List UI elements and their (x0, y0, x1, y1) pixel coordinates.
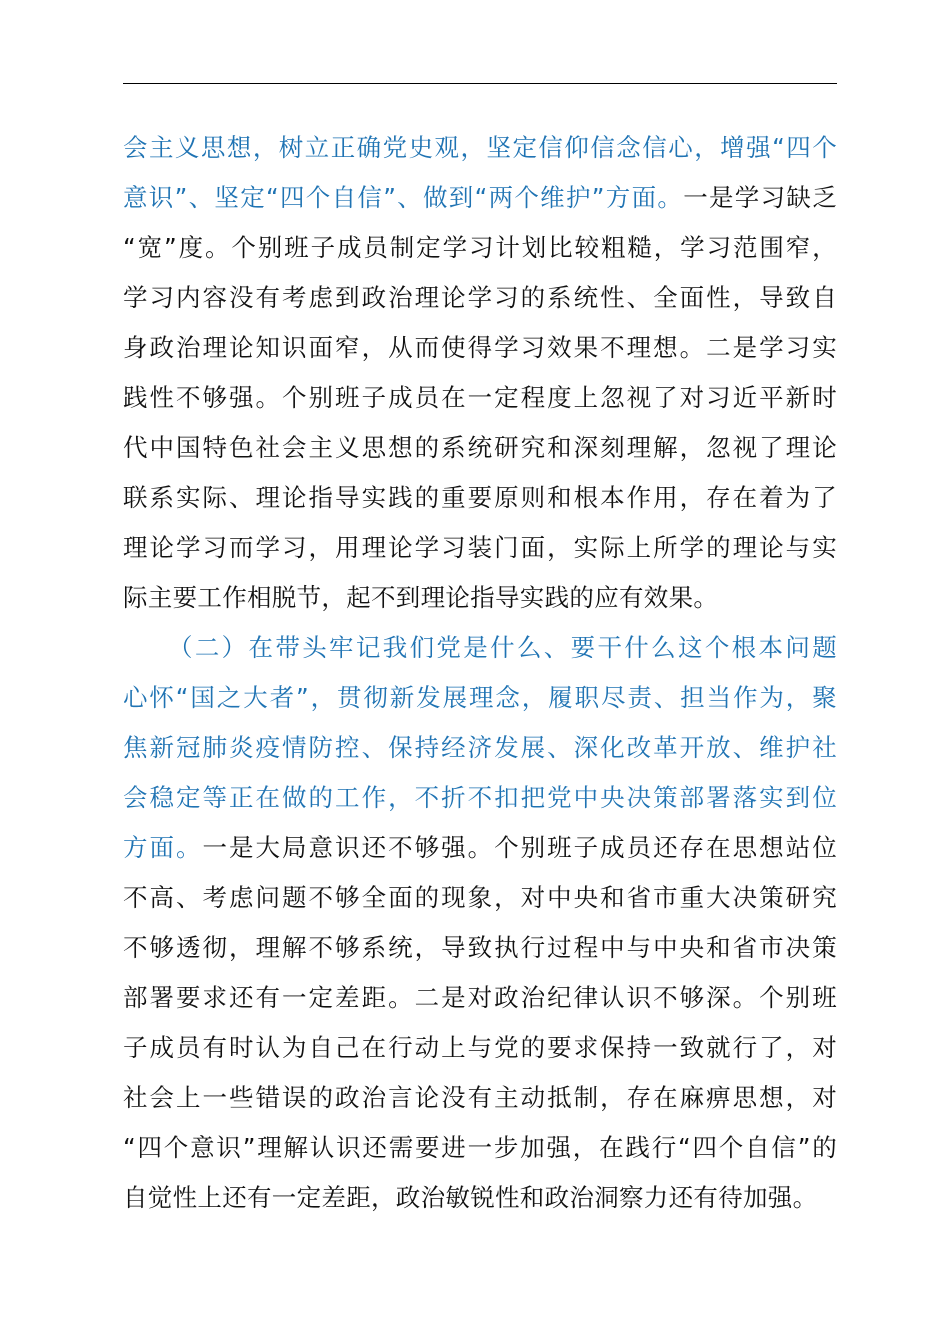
text-line (123, 673, 837, 723)
text-line (123, 973, 837, 1023)
section-heading-line (123, 623, 837, 673)
body-text: 不够透彻，理解不够系统，导致执行过程中与中央和省市决策 (123, 933, 837, 962)
body-text: 不高、考虑问题不够全面的现象，对中央和省市重大决策研究 (123, 883, 837, 912)
text-line (123, 223, 837, 273)
text-line (123, 1023, 837, 1073)
text-line (123, 1123, 837, 1173)
text-line (123, 123, 837, 173)
text-line (123, 473, 837, 523)
body-text: 社会上一些错误的政治言论没有主动抵制，存在麻痹思想，对 (123, 1083, 837, 1112)
text-line (123, 773, 837, 823)
highlighted-text: 会稳定等正在做的工作，不折不扣把党中央决策部署落实到位 (123, 783, 837, 812)
text-line (123, 523, 837, 573)
text-line (123, 1173, 837, 1223)
text-line (123, 873, 837, 923)
text-line (123, 573, 837, 623)
body-text: 部署要求还有一定差距。二是对政治纪律认识不够深。个别班 (123, 983, 837, 1012)
body-text: 理论学习而学习，用理论学习装门面，实际上所学的理论与实 (123, 533, 837, 562)
body-text: 际主要工作相脱节，起不到理论指导实践的应有效果。 (123, 583, 719, 612)
document-body (123, 123, 837, 1223)
text-line (123, 823, 837, 873)
body-text: 一是学习缺乏 (683, 183, 837, 212)
text-line (123, 423, 837, 473)
text-line (123, 723, 837, 773)
body-text: “宽”度。个别班子成员制定学习计划比较粗糙，学习范围窄， (123, 233, 837, 262)
text-line (123, 173, 837, 223)
body-text: 自觉性上还有一定差距，政治敏锐性和政治洞察力还有待加强。 (123, 1183, 818, 1212)
text-line (123, 923, 837, 973)
body-text: 践性不够强。个别班子成员在一定程度上忽视了对习近平新时 (123, 383, 837, 412)
highlighted-text: （二）在带头牢记我们党是什么、要干什么这个根本问题 (168, 633, 837, 662)
highlighted-text: 焦新冠肺炎疫情防控、保持经济发展、深化改革开放、维护社 (123, 733, 837, 762)
highlighted-text: 意识”、坚定“四个自信”、做到“两个维护”方面。 (123, 183, 684, 212)
highlighted-text: 会主义思想，树立正确党史观，坚定信仰信念信心，增强“四个 (123, 133, 837, 162)
text-line (123, 373, 837, 423)
highlighted-text: 心怀“国之大者”，贯彻新发展理念，履职尽责、担当作为，聚 (123, 683, 837, 712)
highlighted-text: 方面。 (123, 833, 203, 862)
body-text: 身政治理论知识面窄，从而使得学习效果不理想。二是学习实 (123, 333, 837, 362)
text-line (123, 1073, 837, 1123)
body-text: 联系实际、理论指导实践的重要原则和根本作用，存在着为了 (123, 483, 837, 512)
body-text: 学习内容没有考虑到政治理论学习的系统性、全面性，导致自 (123, 283, 837, 312)
text-line (123, 273, 837, 323)
body-text: 子成员有时认为自己在行动上与党的要求保持一致就行了，对 (123, 1033, 837, 1062)
text-line (123, 323, 837, 373)
body-text: 一是大局意识还不够强。个别班子成员还存在思想站位 (202, 833, 837, 862)
header-rule (123, 83, 837, 84)
body-text: “四个意识”理解认识还需要进一步加强，在践行“四个自信”的 (123, 1133, 837, 1162)
body-text: 代中国特色社会主义思想的系统研究和深刻理解，忽视了理论 (123, 433, 837, 462)
